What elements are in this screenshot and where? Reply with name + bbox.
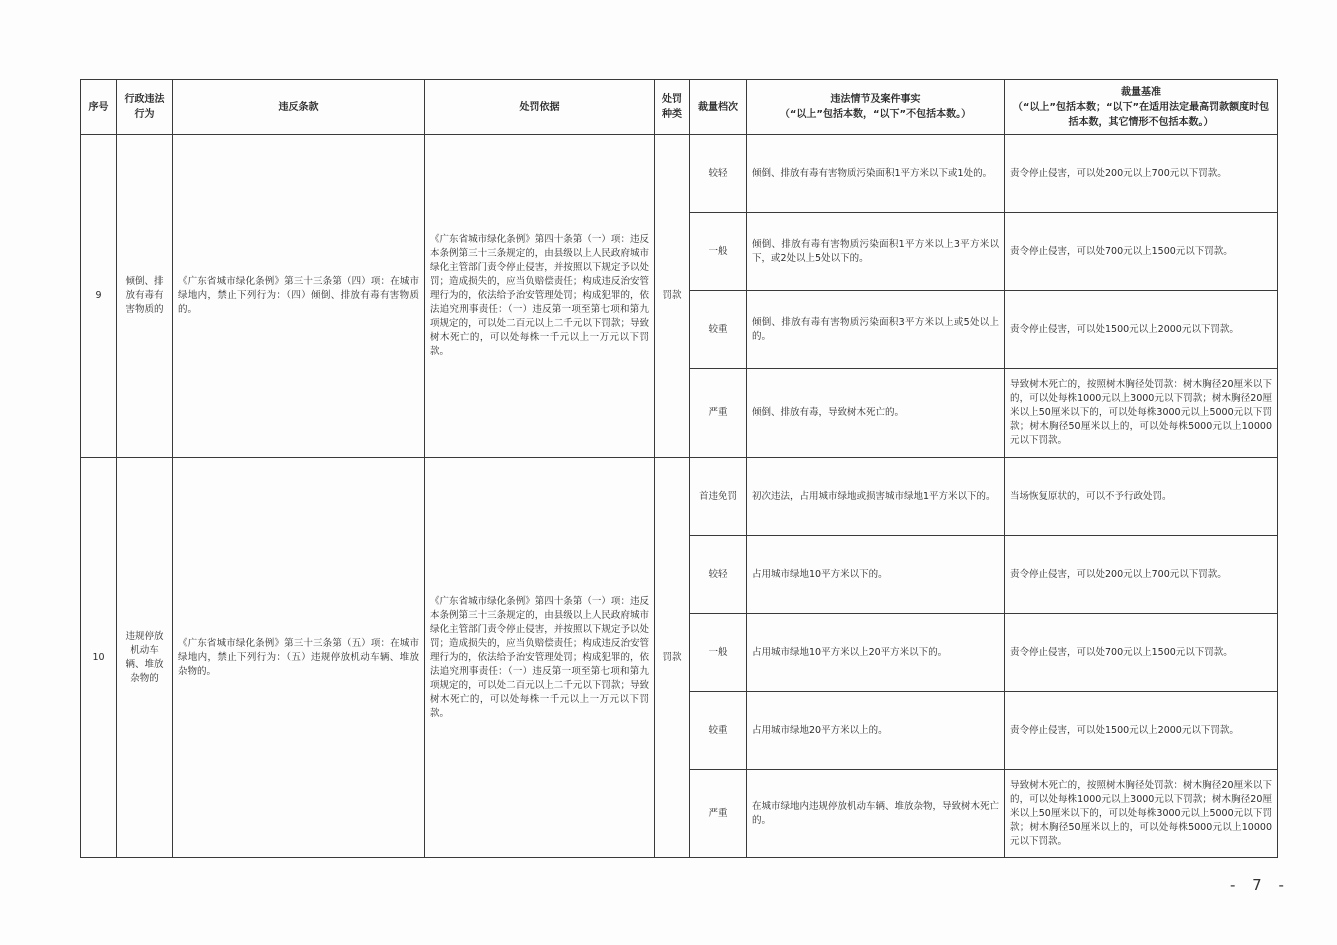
facts-cell: 倾倒、排放有毒有害物质污染面积3平方米以上或5处以上的。 bbox=[747, 291, 1005, 369]
level-cell: 严重 bbox=[690, 369, 747, 458]
header-behavior: 行政违法行为 bbox=[117, 80, 173, 135]
standard-cell: 导致树木死亡的，按照树木胸径处罚款：树木胸径20厘米以下的，可以处每株1000元以上3000元以下罚款；树木胸径20厘米以上50厘米以下的，可以处每株3000元以上5000元以下罚款；树木胸径50厘米以上的，可以处每株5000元以上10000元以下罚款。 bbox=[1005, 369, 1278, 458]
row-behavior: 倾倒、排放有毒有害物质的 bbox=[117, 135, 173, 458]
facts-cell: 占用城市绿地10平方米以下的。 bbox=[747, 536, 1005, 614]
facts-cell: 在城市绿地内违规停放机动车辆、堆放杂物，导致树木死亡的。 bbox=[747, 770, 1005, 858]
table-body bbox=[81, 80, 1278, 858]
header-facts: 违法情节及案件事实 （“以上”包括本数，“以下”不包括本数。） bbox=[747, 80, 1005, 135]
facts-cell: 倾倒、排放有毒，导致树木死亡的。 bbox=[747, 369, 1005, 458]
header-level: 裁量档次 bbox=[690, 80, 747, 135]
level-cell: 一般 bbox=[690, 213, 747, 291]
row-clause: 《广东省城市绿化条例》第三十三条第（五）项：在城市绿地内，禁止下列行为：（五）违规停放机动车辆、堆放杂物的。 bbox=[173, 458, 425, 858]
row-basis: 《广东省城市绿化条例》第四十条第（一）项：违反本条例第三十三条规定的，由县级以上人民政府城市绿化主管部门责令停止侵害，并按照以下规定予以处罚；造成损失的，应当负赔偿责任；构成违反治安管理行为的，依法给予治安管理处罚；构成犯罪的，依法追究刑事责任：（一）违反第一项至第七项和第九项规定的，可以处二百元以上二千元以下罚款；导致树木死亡的，可以处每株一千元以上一万元以下罚款。 bbox=[425, 135, 655, 458]
table-row bbox=[81, 135, 1278, 213]
level-cell: 首违免罚 bbox=[690, 458, 747, 536]
standard-cell: 当场恢复原状的，可以不予行政处罚。 bbox=[1005, 458, 1278, 536]
standard-cell: 责令停止侵害，可以处200元以上700元以下罚款。 bbox=[1005, 135, 1278, 213]
penalty-table bbox=[80, 79, 1278, 858]
facts-cell: 倾倒、排放有毒有害物质污染面积1平方米以上3平方米以下，或2处以上5处以下的。 bbox=[747, 213, 1005, 291]
facts-cell: 初次违法，占用城市绿地或损害城市绿地1平方米以下的。 bbox=[747, 458, 1005, 536]
standard-cell: 导致树木死亡的，按照树木胸径处罚款：树木胸径20厘米以下的，可以处每株1000元以上3000元以下罚款；树木胸径20厘米以上50厘米以下的，可以处每株3000元以上5000元以下罚款；树木胸径50厘米以上的，可以处每株5000元以上10000元以下罚款。 bbox=[1005, 770, 1278, 858]
facts-cell: 占用城市绿地20平方米以上的。 bbox=[747, 692, 1005, 770]
facts-cell: 倾倒、排放有毒有害物质污染面积1平方米以下或1处的。 bbox=[747, 135, 1005, 213]
level-cell: 一般 bbox=[690, 614, 747, 692]
standard-cell: 责令停止侵害，可以处200元以上700元以下罚款。 bbox=[1005, 536, 1278, 614]
header-clause: 违反条款 bbox=[173, 80, 425, 135]
standard-cell: 责令停止侵害，可以处1500元以上2000元以下罚款。 bbox=[1005, 692, 1278, 770]
level-cell: 严重 bbox=[690, 770, 747, 858]
level-cell: 较轻 bbox=[690, 536, 747, 614]
row-clause: 《广东省城市绿化条例》第三十三条第（四）项：在城市绿地内，禁止下列行为：（四）倾倒、排放有毒有害物质的。 bbox=[173, 135, 425, 458]
row-behavior: 违规停放机动车辆、堆放杂物的 bbox=[117, 458, 173, 858]
standard-cell: 责令停止侵害，可以处1500元以上2000元以下罚款。 bbox=[1005, 291, 1278, 369]
header-penalty-type: 处罚种类 bbox=[655, 80, 690, 135]
standard-cell: 责令停止侵害，可以处700元以上1500元以下罚款。 bbox=[1005, 614, 1278, 692]
row-penalty-type: 罚款 bbox=[655, 458, 690, 858]
header-seq: 序号 bbox=[81, 80, 117, 135]
table-row bbox=[81, 458, 1278, 536]
level-cell: 较重 bbox=[690, 291, 747, 369]
row-seq: 9 bbox=[81, 135, 117, 458]
level-cell: 较轻 bbox=[690, 135, 747, 213]
row-penalty-type: 罚款 bbox=[655, 135, 690, 458]
level-cell: 较重 bbox=[690, 692, 747, 770]
header-row bbox=[81, 80, 1278, 135]
page-number: - 7 - bbox=[1230, 876, 1290, 894]
row-basis: 《广东省城市绿化条例》第四十条第（一）项：违反本条例第三十三条规定的，由县级以上人民政府城市绿化主管部门责令停止侵害，并按照以下规定予以处罚；造成损失的，应当负赔偿责任；构成违反治安管理行为的，依法给予治安管理处罚；构成犯罪的，依法追究刑事责任：（一）违反第一项至第七项和第九项规定的，可以处二百元以上二千元以下罚款；导致树木死亡的，可以处每株一千元以上一万元以下罚款。 bbox=[425, 458, 655, 858]
header-basis: 处罚依据 bbox=[425, 80, 655, 135]
facts-cell: 占用城市绿地10平方米以上20平方米以下的。 bbox=[747, 614, 1005, 692]
standard-cell: 责令停止侵害，可以处700元以上1500元以下罚款。 bbox=[1005, 213, 1278, 291]
header-standard: 裁量基准 （“以上”包括本数；“以下”在适用法定最高罚款额度时包括本数，其它情形不包括本数。） bbox=[1005, 80, 1278, 135]
row-seq: 10 bbox=[81, 458, 117, 858]
